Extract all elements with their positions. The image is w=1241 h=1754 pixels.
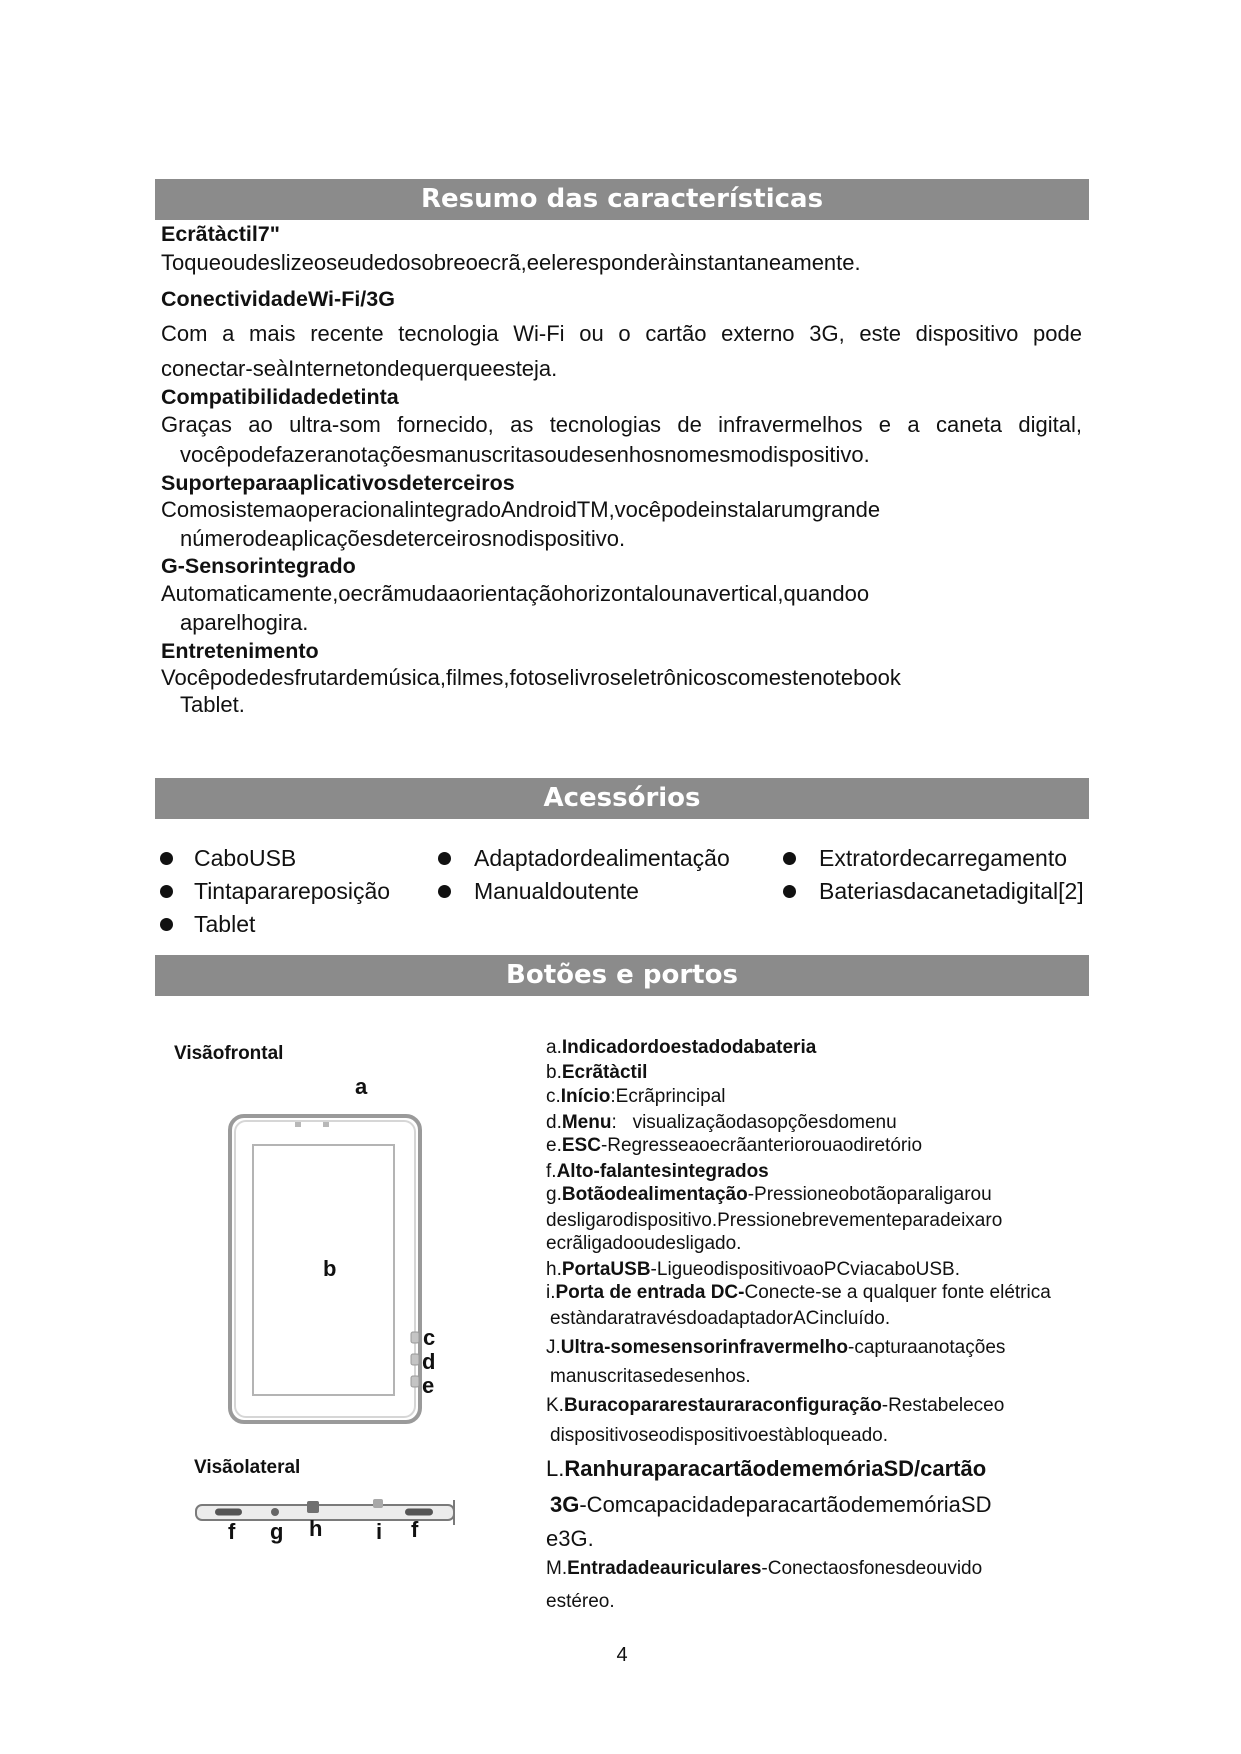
legend-letter: a. — [546, 1037, 562, 1058]
legend-term: Indicadordoestadodabateria — [561, 1037, 817, 1058]
callout-b: b — [323, 1256, 337, 1281]
legend-item-h — [546, 1258, 960, 1282]
legend-letter: d. — [546, 1112, 562, 1133]
legend-continuation — [546, 1209, 1002, 1233]
legend-term: Alto-falantesintegrados — [556, 1161, 769, 1182]
legend-item-c — [546, 1085, 726, 1109]
sensor-icon — [323, 1122, 329, 1127]
legend-item-f — [546, 1160, 769, 1184]
bullet-icon — [160, 885, 173, 898]
callout-a: a — [355, 1074, 368, 1099]
legend-letter: h. — [546, 1259, 562, 1280]
feature-text: Tablet. — [180, 692, 245, 717]
legend-term: Ultra-somesensorinfravermelho — [560, 1337, 848, 1358]
legend-description: :Ecrãprincipal — [610, 1086, 726, 1107]
esc-button-icon — [411, 1376, 419, 1387]
legend-continuation — [550, 1490, 991, 1520]
feature-heading-ink: Compatibilidadedetinta — [161, 385, 399, 409]
legend-item-l — [546, 1454, 986, 1484]
feature-heading-g-sensor: G-Sensorintegrado — [161, 554, 356, 578]
legend-letter: J. — [546, 1337, 561, 1358]
legend-description: ecrãligadooudesligado. — [546, 1233, 742, 1254]
legend-description: -capturaanotações — [848, 1337, 1006, 1358]
legend-description: -ComcapacidadeparacartãodememóriaSD — [579, 1492, 992, 1517]
legend-description: estéreo. — [546, 1591, 615, 1612]
accessory-item: Tintaparareposição — [194, 878, 391, 904]
legend-description: -Restabeleceo — [881, 1395, 1005, 1416]
dc-port-icon — [373, 1499, 383, 1508]
page-number: 4 — [616, 1644, 628, 1666]
legend-item-j — [546, 1336, 1005, 1360]
legend-continuation — [550, 1307, 890, 1331]
legend-continuation — [546, 1524, 594, 1554]
battery-indicator-icon — [295, 1122, 301, 1127]
feature-text: númerodeaplicaçõesdeterceirosnodispositivo. — [180, 526, 626, 551]
buttons-ports-section-header: Botões e portos — [155, 955, 1089, 996]
features-section-header: Resumo das características — [155, 179, 1089, 220]
callout-f-right: f — [411, 1517, 419, 1542]
accessory-item: Manualdoutente — [474, 878, 639, 904]
feature-text: Vocêpodedesfrutardemúsica,filmes,fotoselivroseletrônicoscomestenotebook — [161, 665, 901, 690]
feature-heading-connectivity: ConectividadeWi-Fi/3G — [161, 287, 395, 311]
legend-letter: K. — [546, 1395, 564, 1416]
feature-text: ComosistemaoperacionalintegradoAndroidTM,vocêpodeinstalarumgrande — [161, 497, 881, 522]
callout-g: g — [270, 1519, 284, 1544]
legend-letter: e. — [546, 1135, 562, 1156]
legend-term: 3G — [550, 1492, 580, 1517]
legend-item-a — [546, 1036, 816, 1060]
bullet-icon — [160, 918, 173, 931]
legend-term: ESC — [561, 1135, 601, 1156]
legend-description: Conecte-se a qualquer fonte elétrica — [744, 1282, 1051, 1303]
legend-letter: b. — [546, 1062, 562, 1083]
callout-i: i — [376, 1519, 383, 1544]
accessory-item: Bateriasdacanetadigital[2] — [819, 878, 1084, 904]
callout-e: e — [422, 1373, 435, 1398]
legend-letter: f. — [546, 1161, 557, 1182]
legend-description: -Regresseaoecrãanteriorouaodiretório — [600, 1135, 923, 1156]
legend-description: -LigueodispositivoaoPCviacaboUSB. — [650, 1259, 961, 1280]
legend-description: estàndaratravésdoadaptadorACincluído. — [550, 1308, 891, 1329]
legend-description: manuscritasedesenhos. — [550, 1366, 751, 1387]
legend-item-i — [546, 1281, 1051, 1305]
legend-term: Início — [560, 1086, 611, 1107]
bullet-icon — [438, 885, 451, 898]
accessory-item: CaboUSB — [194, 845, 297, 871]
legend-letter: i. — [546, 1282, 556, 1303]
side-view-caption: Visãolateral — [194, 1457, 301, 1478]
feature-text: conectar-seàInternetondequerqueesteja. — [161, 356, 558, 381]
legend-item-e — [546, 1134, 922, 1158]
legend-description: e3G. — [546, 1526, 594, 1551]
feature-text: vocêpodefazeranotaçõesmanuscritasoudesenhosnomesmodispositivo. — [180, 442, 870, 467]
legend-letter: L. — [546, 1456, 565, 1481]
legend-description: desligarodispositivo.Pressionebrevementeparadeixaro — [546, 1210, 1003, 1231]
legend-continuation — [546, 1590, 615, 1614]
legend-item-g — [546, 1183, 992, 1207]
legend-term: PortaUSB — [561, 1259, 651, 1280]
accessory-item: Extratordecarregamento — [819, 845, 1068, 871]
legend-description: -Conectaosfonesdeouvido — [761, 1558, 983, 1579]
bullet-icon — [438, 852, 451, 865]
legend-term: Botãodealimentação — [561, 1184, 748, 1205]
feature-text: Graças ao ultra-som fornecido, as tecnologias de infravermelhos e a caneta digital, — [161, 412, 1082, 437]
feature-text: aparelhogira. — [180, 610, 309, 635]
feature-text: Automaticamente,oecrãmudaaorientaçãohorizontalounavertical,quandoo — [161, 581, 870, 606]
legend-item-d — [546, 1111, 897, 1135]
home-button-icon — [411, 1332, 419, 1343]
legend-letter: c. — [546, 1086, 561, 1107]
legend-description: : visualizaçãodasopçõesdomenu — [611, 1112, 897, 1133]
legend-continuation — [546, 1232, 741, 1256]
callout-c: c — [423, 1325, 436, 1350]
callout-h: h — [309, 1516, 323, 1541]
legend-letter: M. — [546, 1558, 568, 1579]
legend-term: Menu — [561, 1112, 612, 1133]
feature-text: Toqueoudeslizeoseudedosobreoecrã,eeleresponderàinstantaneamente. — [161, 250, 861, 275]
accessories-section-header: Acessórios — [155, 778, 1089, 819]
usb-port-icon — [307, 1501, 319, 1513]
legend-description: -Pressioneobotãoparaligarou — [747, 1184, 992, 1205]
speaker-right-icon — [405, 1509, 433, 1516]
legend-term: Porta de entrada DC- — [555, 1282, 745, 1303]
legend-continuation — [550, 1424, 888, 1448]
legend-item-m — [546, 1557, 982, 1581]
legend-letter: g. — [546, 1184, 562, 1205]
callout-d: d — [422, 1349, 436, 1374]
legend-item-b — [546, 1061, 647, 1085]
legend-term: Ecrãtàctil — [561, 1062, 648, 1083]
front-view-caption: Visãofrontal — [174, 1043, 284, 1064]
accessory-item: Adaptadordealimentação — [474, 845, 730, 871]
legend-description: dispositivoseodispositivoestàbloqueado. — [550, 1425, 889, 1446]
legend-item-k — [546, 1394, 1004, 1418]
feature-heading-third-party-apps: Suporteparaaplicativosdeterceiros — [161, 471, 515, 495]
speaker-left-icon — [215, 1509, 242, 1516]
feature-heading-entertainment: Entretenimento — [161, 639, 319, 663]
accessory-item: Tablet — [194, 911, 256, 937]
power-button-icon — [271, 1508, 279, 1516]
callout-f-left: f — [228, 1519, 236, 1544]
legend-term: RanhuraparacartãodememóriaSD/cartão — [564, 1456, 987, 1481]
legend-term: Entradadeauriculares — [567, 1558, 762, 1579]
feature-text: Com a mais recente tecnologia Wi-Fi ou o cartão externo 3G, este dispositivo pode — [161, 321, 1082, 346]
menu-button-icon — [411, 1354, 419, 1365]
legend-term: Buracopararestauraraconfiguração — [563, 1395, 882, 1416]
bullet-icon — [783, 885, 796, 898]
legend-continuation — [550, 1365, 751, 1389]
bullet-icon — [160, 852, 173, 865]
bullet-icon — [783, 852, 796, 865]
feature-heading-touchscreen: Ecrãtàctil7" — [161, 222, 280, 246]
